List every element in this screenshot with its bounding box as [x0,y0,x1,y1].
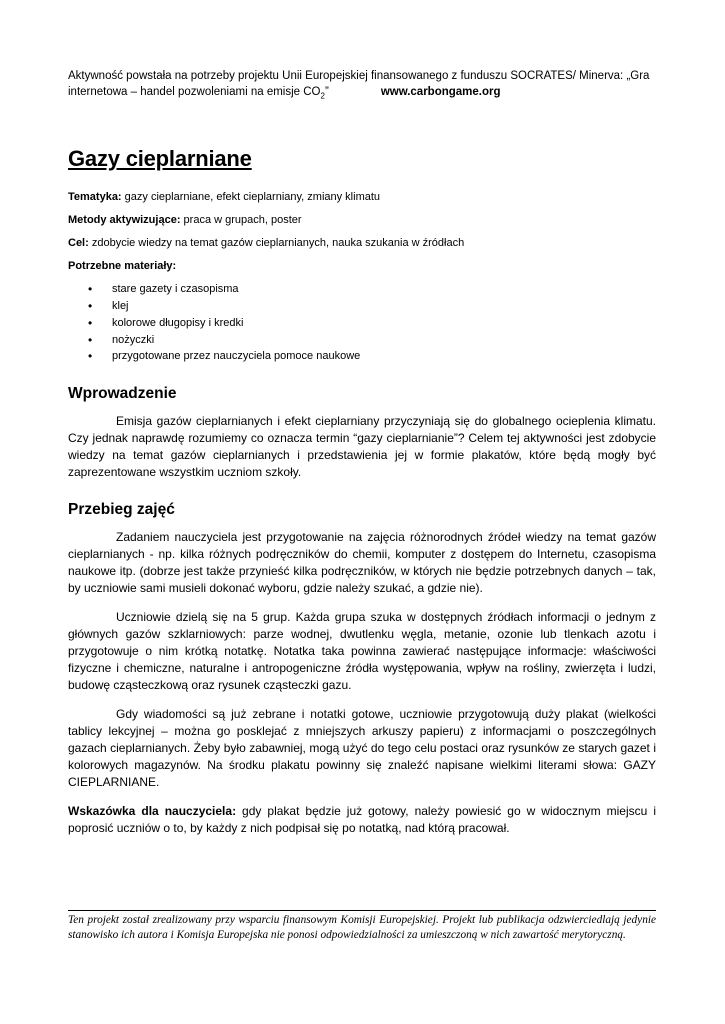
list-item: • klej [112,298,656,315]
page-title: Gazy cieplarniane [68,146,252,172]
teacher-tip [68,803,656,837]
field-cel-label: Cel: [68,237,89,250]
header-line-2 [68,84,656,104]
field-tematyka-label: Tematyka: [68,191,122,204]
list-item: • kolorowe długopisy i kredki [112,315,656,332]
field-metody-value: praca w grupach, poster [180,214,302,227]
field-cel [68,236,656,251]
course-paragraph: Uczniowie dzielą się na 5 grup. Każda grupa szuka w dostępnych źródłach informacji o jednym z głównych gazów szklarniowych: parze wodnej, dwutlenku węgla, metanie, ozonie lub tlenkach azotu i przygotowuje o nim krótką notatkę. Notatka taka powinna zawierać następujące informacje: właściwości fizyczne i chemiczne, naturalne i antropogeniczne źródła występowania, wpływ na rośliny, zwierzęta i ludzi, budowę cząsteczkową oraz rysunek cząsteczki gazu. [68,610,656,693]
course-paragraph: Zadaniem nauczyciela jest przygotowanie na zajęcia różnorodnych źródeł wiedzy na temat gazów cieplarnianych - np. kilka różnych podręczników do chemii, komputer z dostępem do Internetu, czasopisma naukowe itp. (dobrze jest także przynieść kilka podręczników, w których nie będzie potrzebnych danych – tak, by uczniowie sami musieli dokonać wyboru, gdzie należy szukać, a gdzie nie). [68,530,656,596]
teacher-tip-text: gdy plakat będzie już gotowy, należy powiesić go w widocznym miejscu i poprosić uczniów o to, by każdy z nich podpisał się po notatką, nad którą pracował. [68,804,656,836]
intro-paragraph: Emisja gazów cieplarnianych i efekt cieplarniany przyczyniają się do globalnego ocieplenia klimatu. Czy jednak naprawdę rozumiemy co oznacza termin “gazy cieplarnianie”? Celem tej aktywności jest zdobycie wiedzy na temat gazów cieplarnianych i przedstawienia jej w formie plakatów, które będą mogły być zaprezentowane wszystkim uczniom szkoły. [68,414,656,480]
teacher-tip-label: Wskazówka dla nauczyciela: [68,804,237,819]
course-paragraph: Gdy wiadomości są już zebrane i notatki gotowe, uczniowie przygotowują duży plakat (wielkości tablicy lekcyjnej – można go posklejać z mniejszych arkuszy papieru) z informacjami o poszczególnych gazach cieplarnianych. Żeby było zabawniej, mogą użyć do tego celu postaci oraz rysunków ze starych gazet i kolorowych magazynów. Na środku plakatu powinny się znaleźć napisane wielkimi literami słowa: GAZY CIEPLARNIANE. [68,707,656,790]
document-page [68,68,656,837]
header-line-2-text: internetowa – handel pozwoleniami na emisje CO [68,86,321,98]
page-header [68,68,656,104]
field-metody-label: Metody aktywizujące: [68,214,181,227]
field-cel-value: zdobycie wiedzy na temat gazów cieplarnianych, nauka szukania w źródłach [88,237,465,250]
field-tematyka-value: gazy cieplarniane, efekt cieplarniany, zmiany klimatu [121,191,381,204]
list-item: • stare gazety i czasopisma [112,281,656,298]
materials-list [68,281,656,365]
list-item: • przygotowane przez nauczyciela pomoce naukowe [112,348,656,365]
intro-heading: Wprowadzenie [68,385,177,403]
header-line-1: Aktywność powstała na potrzeby projektu Unii Europejskiej finansowanego z funduszu SOCRATES/ Minerva: „Gra [68,70,650,82]
page-footer: Ten projekt został zrealizowany przy wsparciu finansowym Komisji Europejskiej. Projekt lub publikacja odzwierciedlają jedynie stanowisko ich autora i Komisja Europejska nie ponosi odpowiedzialności za umieszczoną w nich zawartość merytoryczną. [68,910,656,942]
header-quote: ” [324,86,329,98]
co2-subscript: 2 [320,91,325,101]
course-heading: Przebieg zajęć [68,501,175,519]
field-metody [68,213,656,228]
field-tematyka [68,190,656,205]
list-item: • nożyczki [112,332,656,349]
field-materialy [68,259,656,274]
field-materialy-label: Potrzebne materiały: [68,260,177,273]
header-url: www.carbongame.org [380,86,501,98]
